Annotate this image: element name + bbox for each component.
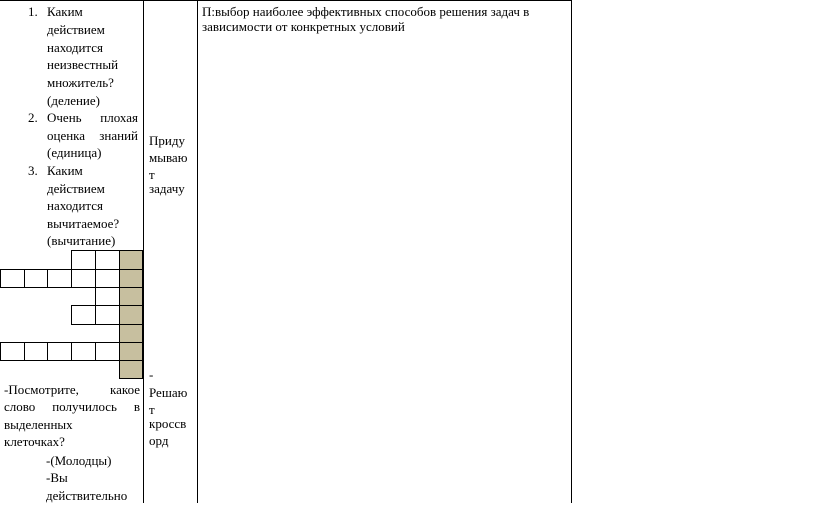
question-number: 2. <box>28 110 38 125</box>
question-line: оценка знаний <box>47 128 138 143</box>
question-line: (вычитание) <box>47 233 116 248</box>
crossword-cell <box>71 269 96 288</box>
crossword-cell <box>47 269 72 288</box>
question-line: действием <box>47 22 105 37</box>
crossword-cell <box>95 269 120 288</box>
crossword-cell <box>71 342 96 361</box>
table-top-border <box>0 0 571 1</box>
instruction-line: клеточках? <box>4 434 65 449</box>
crossword-highlight-cell <box>119 324 143 343</box>
crossword-cell <box>24 342 48 361</box>
question-line: Каким <box>47 163 83 178</box>
question-line: действием <box>47 181 105 196</box>
crossword-cell <box>95 305 120 325</box>
question-number: 3. <box>28 163 38 178</box>
column-divider-2 <box>197 0 198 503</box>
crossword-highlight-cell <box>119 287 143 306</box>
activity-line: т <box>149 402 155 417</box>
crossword-cell <box>24 269 48 288</box>
question-line: неизвестный <box>47 57 119 72</box>
outcome-line: зависимости от конкретных условий <box>202 19 405 34</box>
crossword-highlight-cell <box>119 360 143 379</box>
activity-line: Решаю <box>149 385 188 400</box>
question-line: находится <box>47 40 104 55</box>
column-divider-1 <box>143 0 144 503</box>
activity-line: кроссв <box>149 416 187 431</box>
table-right-border <box>571 0 572 503</box>
crossword-cell <box>95 342 120 361</box>
crossword-highlight-cell <box>119 250 143 270</box>
crossword-cell <box>71 250 96 270</box>
crossword-cell <box>0 342 25 361</box>
answer-line: -Вы <box>46 470 68 485</box>
crossword-cell <box>95 250 120 270</box>
outcome-line: П:выбор наиболее эффективных способов решения задач в <box>202 4 530 19</box>
question-line: Очень плохая <box>47 110 138 125</box>
crossword-cell <box>0 269 25 288</box>
question-number: 1. <box>28 4 38 19</box>
crossword-highlight-cell <box>119 305 143 325</box>
crossword-cell <box>47 342 72 361</box>
question-line: (единица) <box>47 145 102 160</box>
activity-line: Приду <box>149 133 185 148</box>
crossword-cell <box>95 287 120 306</box>
instruction-line: слово получилось в <box>4 399 140 414</box>
answer-line: -(Молодцы) <box>46 453 112 468</box>
activity-line: мываю <box>149 150 188 165</box>
question-line: (деление) <box>47 93 100 108</box>
instruction-line: -Посмотрите, какое <box>4 382 140 397</box>
crossword-highlight-cell <box>119 342 143 361</box>
question-line: находится <box>47 198 104 213</box>
instruction-line: выделенных <box>4 417 73 432</box>
question-line: Каким <box>47 4 83 19</box>
activity-line: - <box>149 367 154 382</box>
activity-line: т <box>149 167 155 182</box>
activity-line: орд <box>149 433 169 448</box>
question-line: множитель? <box>47 75 114 90</box>
question-line: вычитаемое? <box>47 216 120 231</box>
activity-line: задачу <box>149 181 185 196</box>
crossword-highlight-cell <box>119 269 143 288</box>
answer-line: действительно <box>46 488 128 503</box>
crossword-cell <box>71 305 96 325</box>
